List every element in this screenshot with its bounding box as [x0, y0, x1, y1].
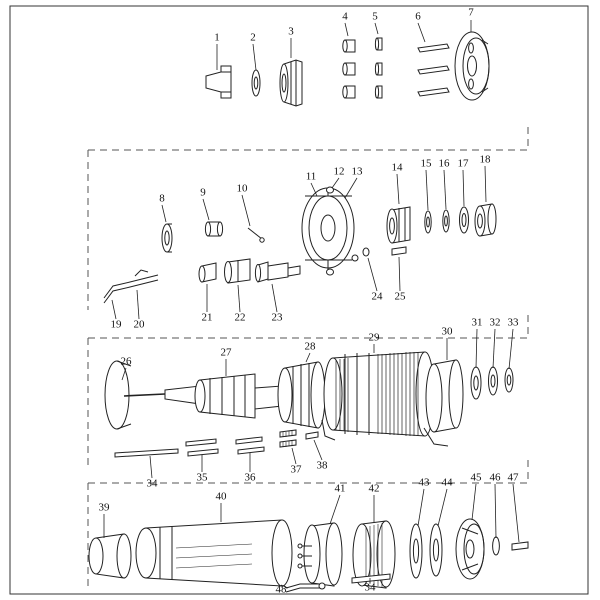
section4-parts	[89, 519, 528, 592]
callout-26: 26	[120, 355, 132, 368]
callout-33: 33	[507, 316, 519, 329]
callout-34: 34	[146, 477, 158, 490]
callout-45: 45	[470, 471, 482, 484]
callout-17: 17	[457, 157, 469, 170]
callout-41: 41	[334, 482, 346, 495]
callout-37: 37	[290, 463, 302, 476]
callout-44: 44	[441, 476, 453, 489]
callout-20: 20	[133, 318, 145, 331]
callout-1: 1	[214, 31, 220, 44]
callout-47: 47	[507, 471, 519, 484]
callout-40: 40	[215, 490, 227, 503]
callout-22: 22	[234, 311, 246, 324]
callout-18: 18	[479, 153, 491, 166]
section1-parts	[206, 32, 489, 106]
callout-14: 14	[391, 161, 403, 174]
callout-25: 25	[394, 290, 406, 303]
callout-38: 38	[316, 459, 328, 472]
callout-16: 16	[438, 157, 450, 170]
callout-32: 32	[489, 316, 501, 329]
callout-36: 36	[244, 471, 256, 484]
callout-34-lower: 34	[364, 581, 376, 594]
callout-28: 28	[304, 340, 316, 353]
callout-46: 46	[489, 471, 501, 484]
callout-42: 42	[368, 482, 380, 495]
callout-30: 30	[441, 325, 453, 338]
callout-10: 10	[236, 182, 248, 195]
callout-29: 29	[368, 331, 380, 344]
callout-11: 11	[305, 170, 317, 183]
callout-9: 9	[200, 186, 206, 199]
callout-24: 24	[371, 290, 383, 303]
callout-6: 6	[415, 10, 421, 23]
callout-7: 7	[468, 6, 474, 19]
callout-39: 39	[98, 501, 110, 514]
callout-43: 43	[418, 476, 430, 489]
callout-27: 27	[220, 346, 232, 359]
callout-5: 5	[372, 10, 378, 23]
callout-48: 48	[275, 583, 287, 596]
callout-21: 21	[201, 311, 213, 324]
callout-23: 23	[271, 311, 283, 324]
callout-2: 2	[250, 31, 256, 44]
callout-3: 3	[288, 25, 294, 38]
callout-19: 19	[110, 318, 122, 331]
callout-8: 8	[159, 192, 165, 205]
callout-13: 13	[351, 165, 363, 178]
section3-parts	[105, 352, 513, 457]
callout-31: 31	[471, 316, 483, 329]
callout-15: 15	[420, 157, 432, 170]
callout-12: 12	[333, 165, 345, 178]
callout-4: 4	[342, 10, 348, 23]
callout-35: 35	[196, 471, 208, 484]
